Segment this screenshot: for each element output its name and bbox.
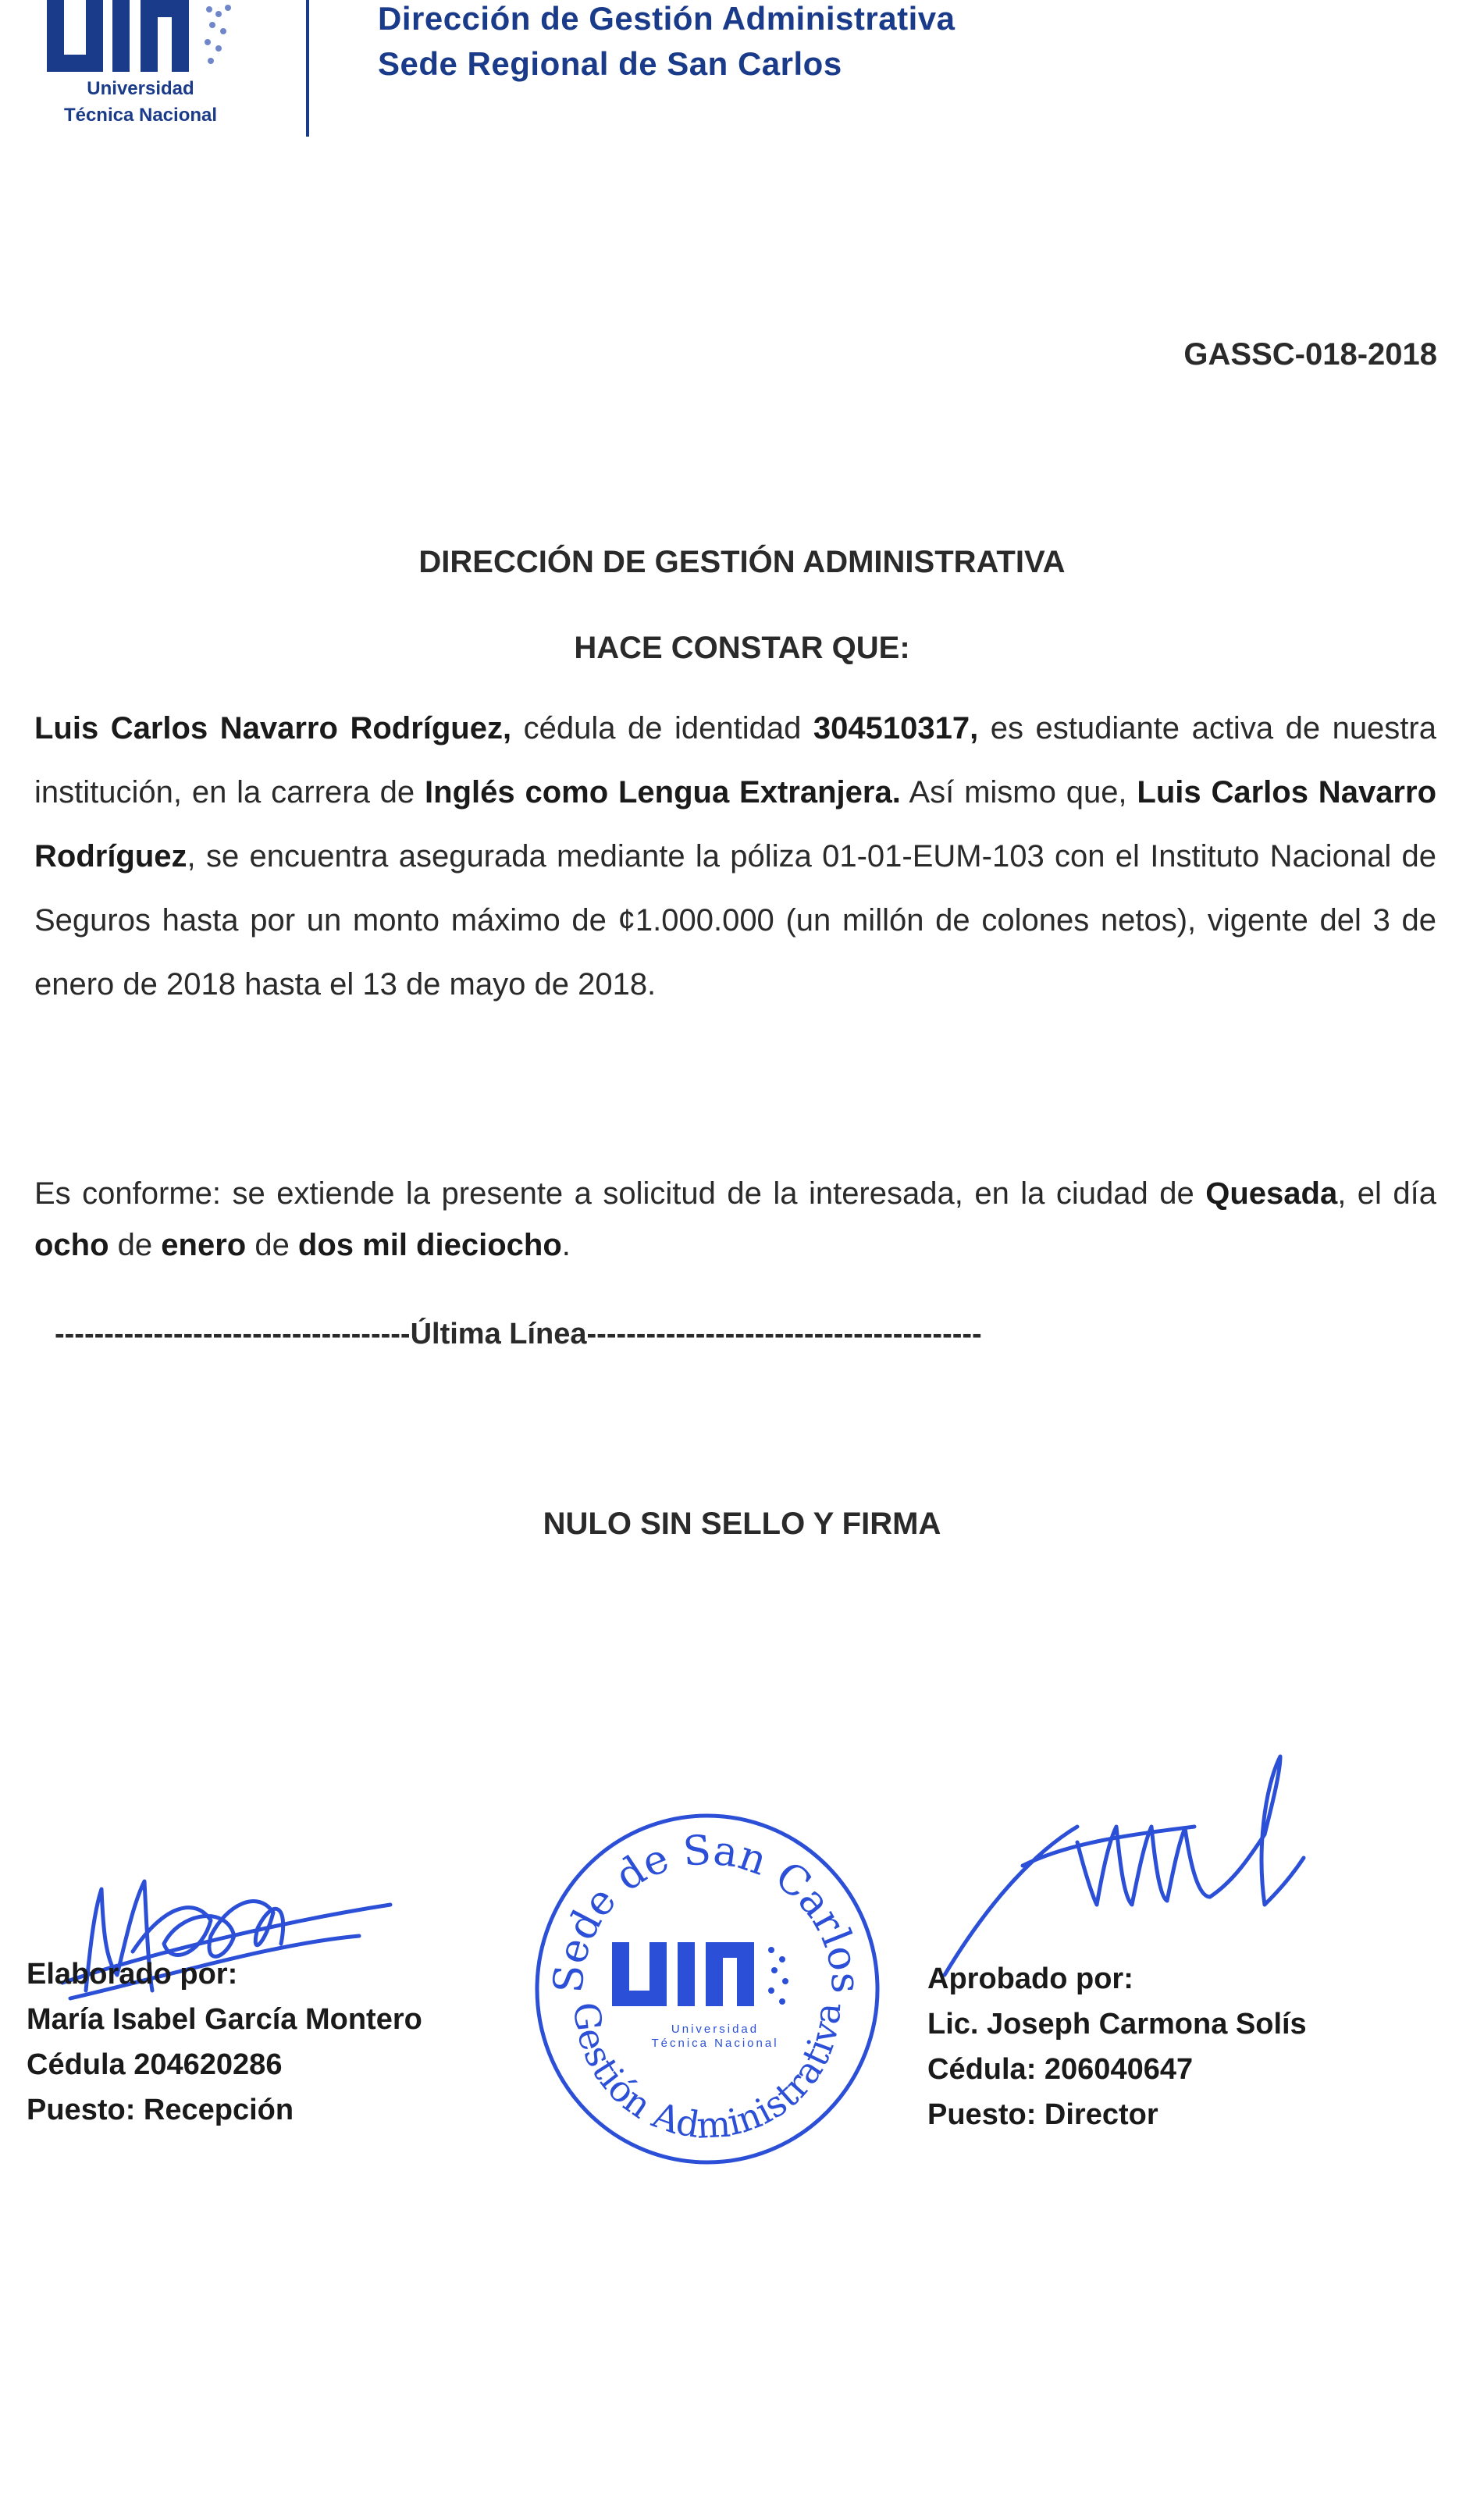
student-name-repeat: Luis Carlos Navarro Rodríguez [34, 775, 1437, 874]
p2-text-1: Es conforme: se extiende la presente a solicitud de la interesada, en la ciudad de [34, 1176, 1206, 1211]
approved-by-role: Puesto: Director [927, 2098, 1158, 2131]
stamp-caption-university: Universidad [671, 2023, 760, 2036]
career-name: Inglés como Lengua Extranjera. [425, 775, 901, 809]
prepared-by-label: Elaborado por: [27, 1958, 238, 1991]
document-title: DIRECCIÓN DE GESTIÓN ADMINISTRATIVA [418, 545, 1066, 579]
city: Quesada [1205, 1176, 1338, 1211]
prepared-by-name: María Isabel García Montero [27, 2003, 422, 2036]
certification-paragraph [34, 696, 1436, 1016]
stamp-top-text: Sede de San Carlos [545, 1827, 870, 1995]
p2-text-2: , el día [1337, 1176, 1436, 1211]
prepared-by-block [27, 1952, 422, 2133]
last-line-marker [55, 1318, 1436, 1351]
header-department: Dirección de Gestión Administrativa [378, 0, 956, 37]
last-line-label: Última Línea [410, 1318, 587, 1350]
last-line-dashes-right: ---------------------------------------- [586, 1318, 982, 1350]
issuance-paragraph [34, 1168, 1436, 1271]
year: dos mil dieciocho [297, 1228, 562, 1262]
document-code: GASSC-018-2018 [1183, 337, 1437, 372]
day: ocho [34, 1228, 109, 1262]
student-id: 304510317, [813, 711, 979, 745]
logo-caption-university: Universidad [87, 78, 194, 99]
p1-text-2: es estudiante activa de nuestra institución, en la carrera de [34, 711, 1436, 809]
logo-caption-technical: Técnica Nacional [63, 105, 218, 126]
student-name: Luis Carlos Navarro Rodríguez, [34, 711, 512, 745]
approved-by-block [927, 1956, 1307, 2137]
p1-text-1: cédula de identidad [511, 711, 813, 745]
stamp-caption-technical: Técnica Nacional [651, 2037, 779, 2050]
document-subtitle: HACE CONSTAR QUE: [574, 631, 910, 665]
p2-text-4: de [246, 1228, 298, 1262]
prepared-by-role: Puesto: Recepción [27, 2094, 294, 2126]
prepared-by-id: Cédula 204620286 [27, 2048, 283, 2081]
approved-by-name: Lic. Joseph Carmona Solís [927, 2008, 1307, 2041]
approved-by-id: Cédula: 206040647 [927, 2053, 1194, 2086]
void-notice: NULO SIN SELLO Y FIRMA [543, 1507, 941, 1541]
p2-text-3: de [109, 1228, 162, 1262]
header-divider [306, 0, 309, 137]
stamp-bottom-text: Gestión Administrativa [565, 2000, 849, 2147]
official-stamp [528, 1809, 887, 2169]
p2-text-5: . [561, 1228, 571, 1262]
last-line-dashes-left: ------------------------------------ [55, 1318, 411, 1350]
month: enero [161, 1228, 247, 1262]
approved-by-label: Aprobado por: [927, 1962, 1133, 1995]
p1-text-4: , se encuentra asegurada mediante la póliza 01-01-EUM-103 con el Instituto Nacional de Seguros hasta por un monto máximo de ¢1.000.000 (un millón de colones netos), vigente del 3 de enero de 2018 hasta el 13 de mayo de 2018. [34, 839, 1436, 1002]
header-campus: Sede Regional de San Carlos [378, 45, 842, 82]
p1-text-3: Así mismo que, [900, 775, 1137, 809]
